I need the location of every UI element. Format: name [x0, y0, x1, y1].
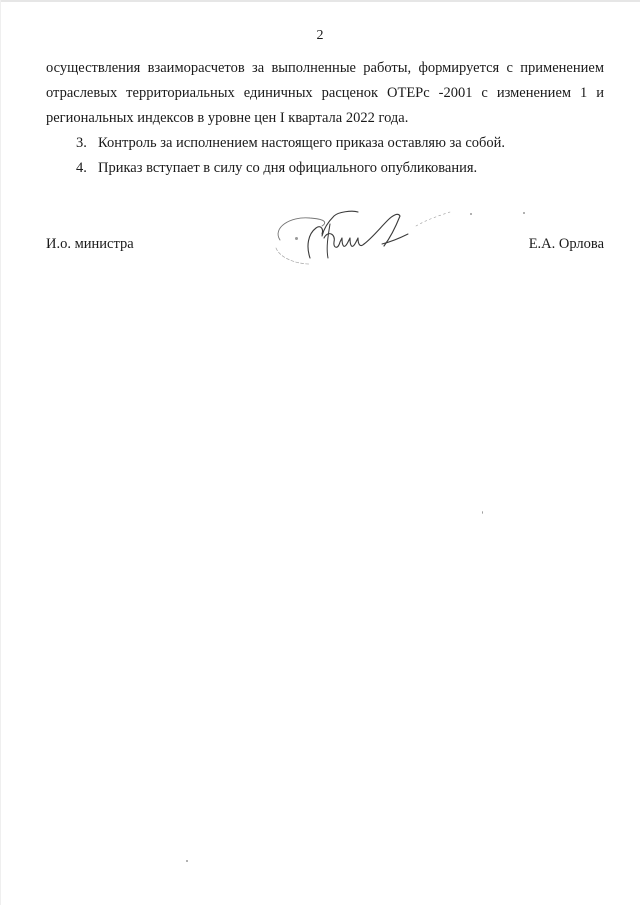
paragraph-continuation: осуществления взаиморасчетов за выполненные работы, формируется с применением отраслевых территориальных единичных расценок ОТЕРс -2001 с изменением 1 и региональных индексов в уровне цен I квартала 2022 года. — [46, 60, 604, 126]
list-item-number: 3. — [76, 135, 87, 151]
list-item-text: Контроль за исполнением настоящего приказа оставляю за собой. — [98, 135, 506, 151]
scan-speck — [482, 511, 483, 514]
scan-speck — [470, 213, 472, 215]
list-item-3 — [46, 131, 604, 156]
scan-top-edge — [0, 0, 640, 2]
list-item-number: 4. — [76, 160, 87, 176]
signatory-name: Е.А. Орлова — [528, 236, 604, 252]
list-item-text: Приказ вступает в силу со дня официального опубликования. — [98, 160, 478, 176]
list-item-4 — [46, 156, 604, 181]
scan-speck — [295, 237, 298, 240]
scan-speck — [523, 212, 525, 214]
scan-speck — [186, 860, 188, 862]
page-number: 2 — [316, 28, 324, 43]
scan-left-edge — [0, 0, 1, 905]
document-body — [46, 56, 604, 181]
signatory-position: И.о. министра — [46, 236, 134, 252]
